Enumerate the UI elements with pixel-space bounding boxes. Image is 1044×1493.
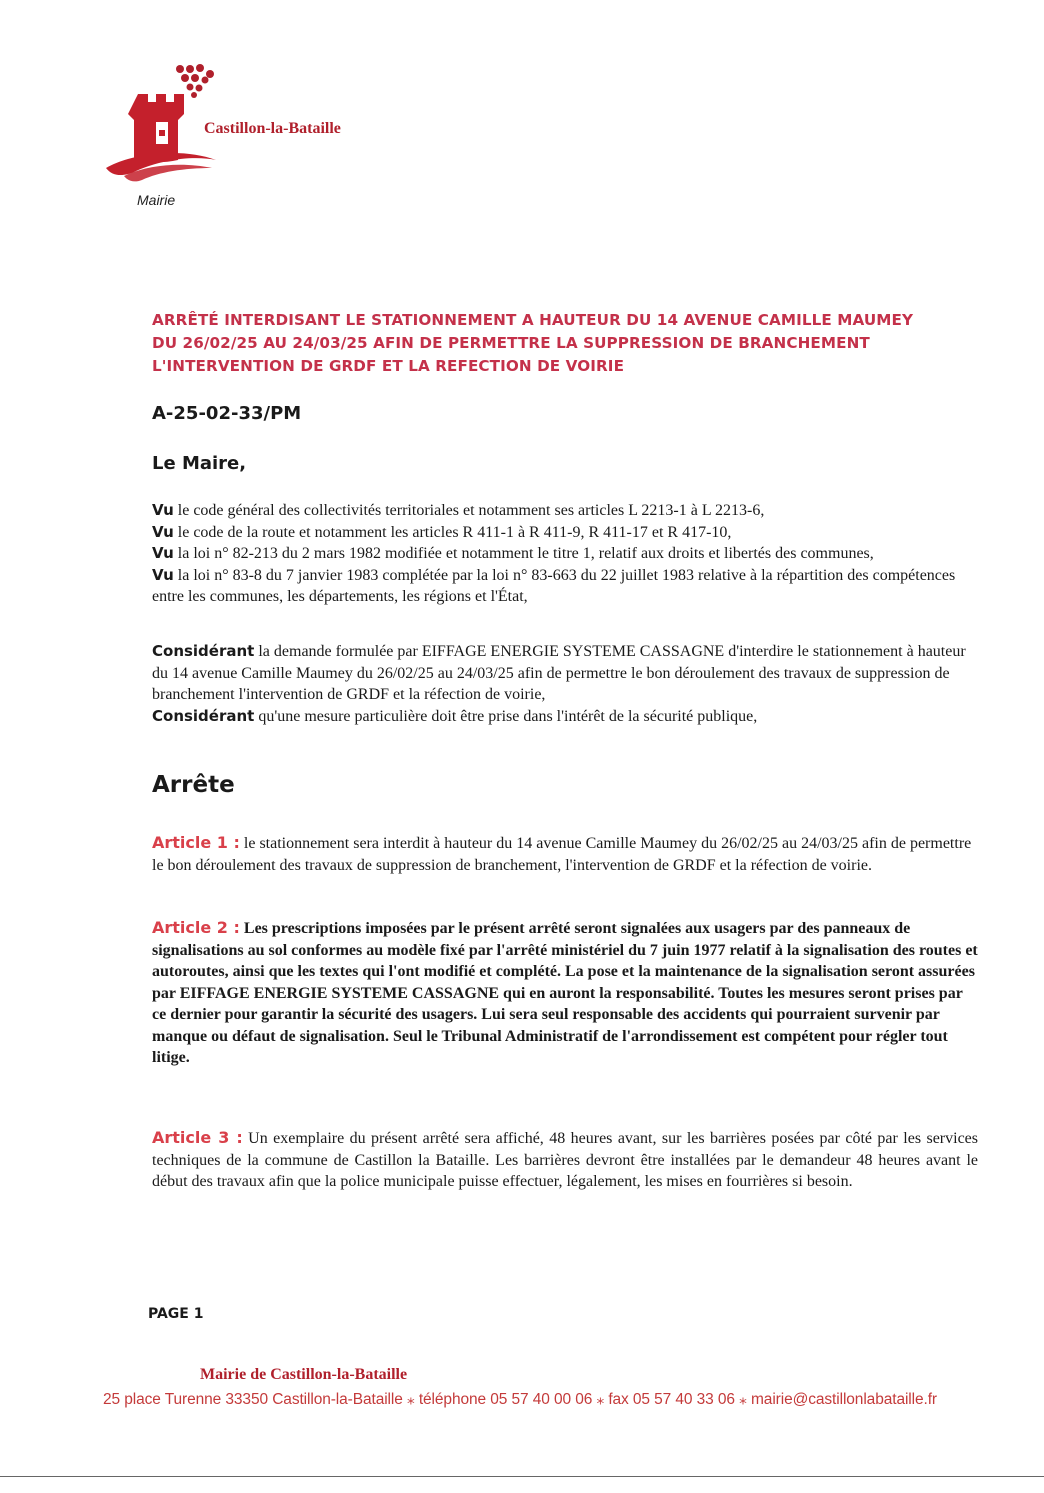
vu-text: le code de la route et notamment les articles R 411-1 à R 411-9, R 411-17 et R 417-10, [173,523,732,541]
article-label: Article 1 : [152,833,240,852]
article-text: le stationnement sera interdit à hauteur du 14 avenue Camille Maumey du 26/02/25 au 24/03/25 afin de permettre le bon déroulement des travaux de suppression de branchement, l'intervention de GRDF et la réfection de voirie. [152,835,972,874]
vu-clause [152,500,978,522]
vu-keyword: Vu [152,522,174,541]
article-text: Les prescriptions imposées par le présent arrêté seront signalées aux usagers par des panneaux de signalisations au sol conformes au modèle fixé par l'arrêté ministériel du 7 juin 1977 relatif à la signalisation des routes et autoroutes, ainsi que les textes qui l'ont modifié et complété. La pose et la maintenance de la signalisation seront assurées par EIFFAGE ENERGIE SYSTEME CASSAGNE qui en auront la responsabilité. Toutes les mesures seront prises par ce dernier pour garantir la sécurité des usagers. Lui sera seul responsable des accidents qui pourraient survenir par manque ou défaut de signalisation. Seul le Tribunal Administratif de l'arrondissement est compétent pour régler tout litige. [152,920,978,1066]
article-text: Un exemplaire du présent arrêté sera affiché, 48 heures avant, sur les barrières posées par côté par les services techniques de la commune de Castillon la Bataille. Les barrières devront être installées par le demandeur 48 heures avant le début des travaux afin que la police municipale puisse effectuer, légalement, les mises en fourrières si besoin. [152,1130,978,1190]
considerant-text: qu'une mesure particulière doit être prise dans l'intérêt de la sécurité publique, [254,707,758,725]
reference-number: A-25-02-33/PM [152,403,302,424]
decision-heading: Arrête [152,772,235,798]
vu-section [152,500,978,608]
town-logo [104,64,424,214]
vu-clause [152,522,978,544]
vu-text: la loi n° 83-8 du 7 janvier 1983 complétée par la loi n° 83-663 du 22 juillet 1983 relative à la répartition des compétences entre les communes, les départements, les régions et l'État, [152,566,956,605]
considerant-clause [152,641,978,706]
mairie-label: Mairie [137,192,176,208]
vu-keyword: Vu [152,544,174,562]
town-name: Castillon-la-Bataille [204,120,341,137]
vu-keyword: Vu [152,501,174,519]
page-number: PAGE 1 [148,1306,204,1322]
article-3 [152,1127,978,1193]
vu-keyword: Vu [152,565,174,584]
footer-name: Mairie de Castillon-la-Bataille [200,1366,408,1383]
considerant-clause [152,706,978,728]
considerant-text: la demande formulée par EIFFAGE ENERGIE SYSTEME CASSAGNE d'interdire le stationnement à hauteur du 14 avenue Camille Maumey du 26/02/25 au 24/03/25 afin de permettre le bon déroulement des travaux de suppression de branchement l'intervention de GRDF et la réfection de voirie, [152,643,966,703]
document-title [152,309,976,378]
article-1 [152,832,978,876]
title-line: DU 26/02/25 AU 24/03/25 AFIN DE PERMETTRE LA SUPPRESSION DE BRANCHEMENT [152,334,870,352]
title-line: L'INTERVENTION DE GRDF ET LA REFECTION DE VOIRIE [152,357,625,375]
vu-text: la loi n° 82-213 du 2 mars 1982 modifiée et notamment le titre 1, relatif aux droits et libertés des communes, [173,545,874,562]
vu-text: le code général des collectivités territoriales et notamment ses articles L 2213-1 à L 2213-6, [173,502,765,519]
considerant-keyword: Considérant [152,706,255,725]
article-label: Article 2 : [152,918,240,937]
vu-clause [152,543,978,565]
article-2 [152,917,978,1069]
footer-divider [0,1476,1044,1477]
article-label: Article 3 : [152,1128,243,1147]
title-line: ARRÊTÉ INTERDISANT LE STATIONNEMENT A HAUTEUR DU 14 AVENUE CAMILLE MAUMEY [152,311,914,329]
considerant-section [152,641,978,727]
considerant-keyword: Considérant [152,642,255,660]
authority-heading: Le Maire, [152,453,247,474]
vu-clause [152,565,978,608]
footer-address: 25 place Turenne 33350 Castillon-la-Bataille ⁎ téléphone 05 57 40 00 06 ⁎ fax 05 57 40 33 06 ⁎ mairie@castillonlabataille.fr [103,1391,937,1408]
